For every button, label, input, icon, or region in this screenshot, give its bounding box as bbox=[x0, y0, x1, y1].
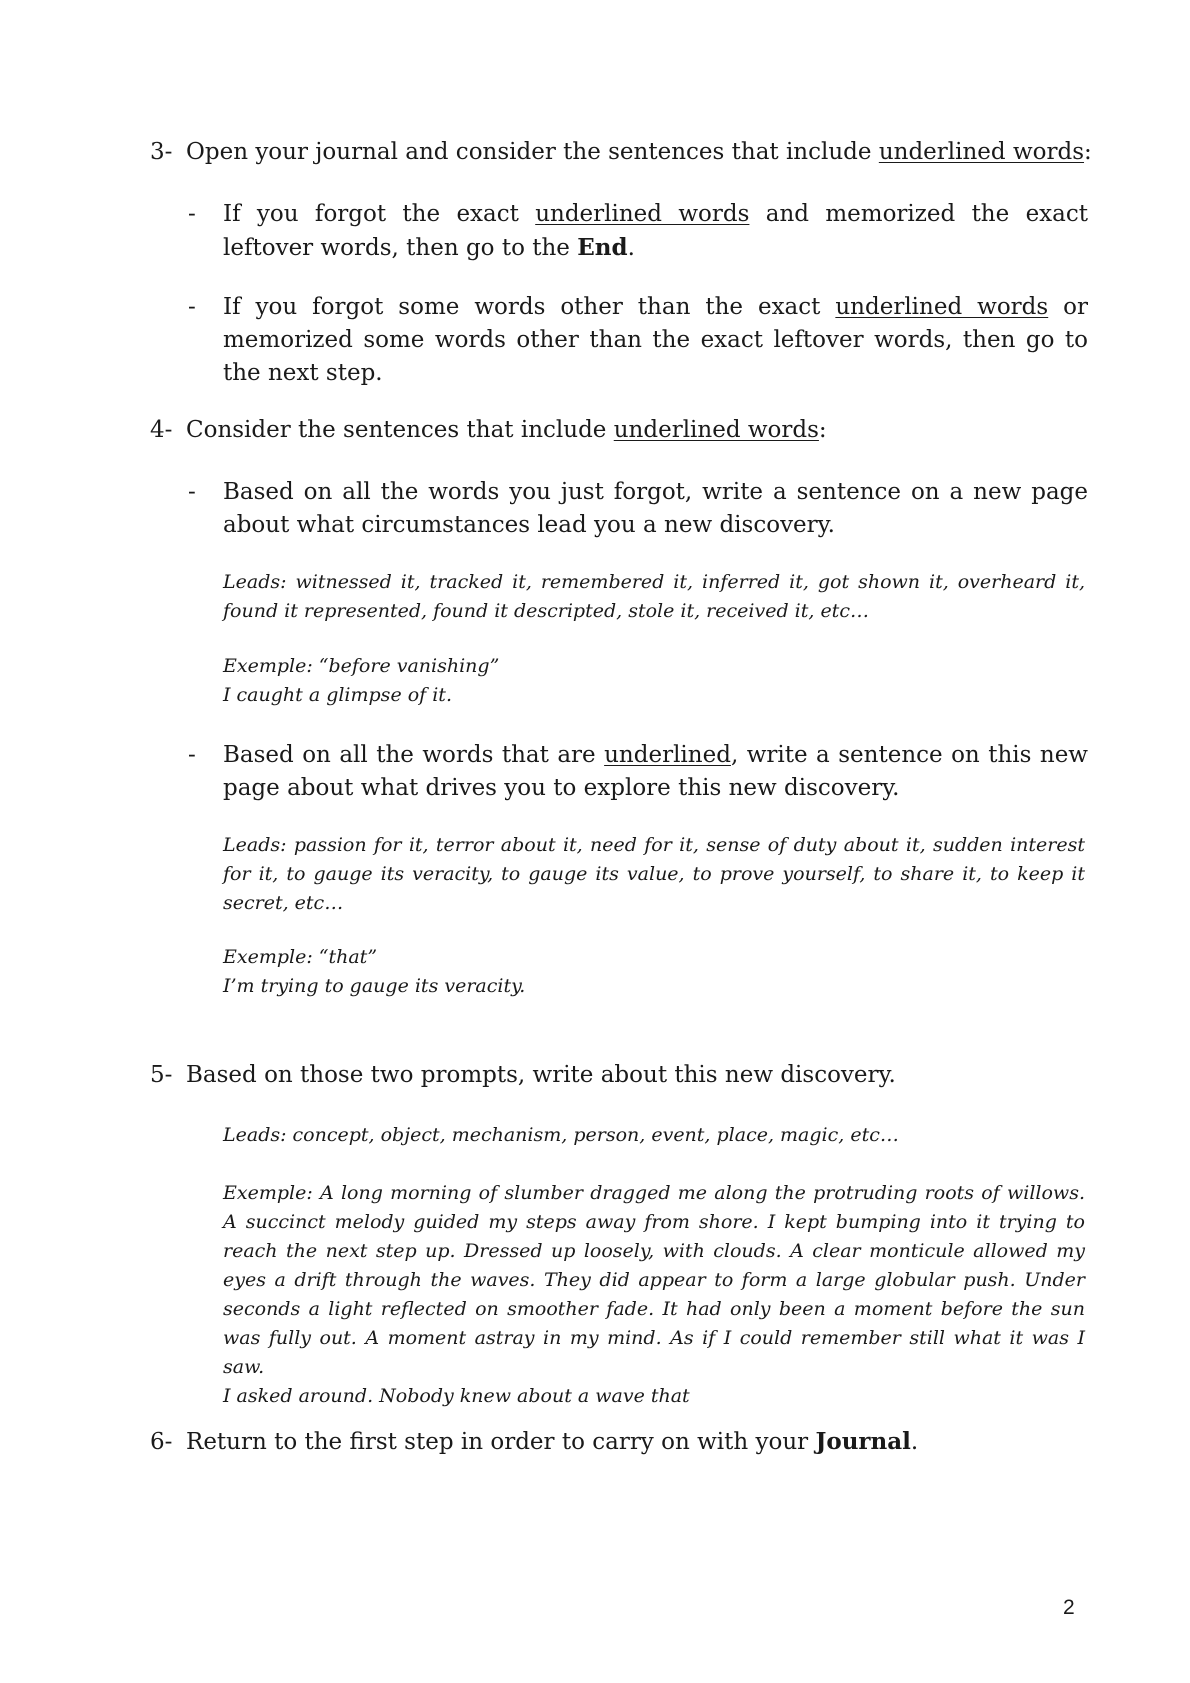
step-3-bullet-2 bbox=[188, 291, 1088, 390]
step-4-bullet-2-example: Exemple: “that” I’m trying to gauge its veracity. bbox=[223, 946, 526, 997]
underlined-phrase: underlined words bbox=[835, 294, 1049, 320]
bullet-text: If you forgot some words other than the exact underlined words or memorized some words other than the exact leftover words, then go to the next step. bbox=[223, 294, 1089, 386]
step-3-heading: 3- Open your journal and consider the sentences that include underlined words: bbox=[150, 136, 1090, 168]
step-number: 3- bbox=[150, 139, 173, 165]
bullet-text: Based on all the words that are underlined, write a sentence on this new page about what drives you to explore this new discovery. bbox=[223, 742, 1088, 801]
step-text: Open your journal and consider the sentences that include bbox=[186, 139, 879, 165]
step-4-heading: 4- Consider the sentences that include underlined words: bbox=[150, 414, 1090, 446]
step-5-heading bbox=[150, 1059, 1090, 1091]
bold-journal: Journal bbox=[815, 1428, 911, 1455]
bullet-dash: - bbox=[188, 479, 196, 505]
bullet-text: Based on all the words you just forgot, write a sentence on a new page about what circumstances lead you a new discovery. bbox=[223, 479, 1088, 538]
step-5-leads: Leads: concept, object, mechanism, person, event, place, magic, etc… bbox=[223, 1124, 899, 1146]
step-6-heading: 6- Return to the first step in order to carry on with your Journal. bbox=[150, 1426, 1090, 1458]
step-4-bullet-1 bbox=[188, 476, 1088, 542]
underlined-phrase: underlined bbox=[604, 742, 731, 768]
bullet-dash: - bbox=[188, 201, 196, 227]
step-4-bullet-1-example: Exemple: “before vanishing” I caught a glimpse of it. bbox=[223, 655, 500, 706]
bold-end: End bbox=[577, 234, 628, 261]
bullet-text: If you forgot the exact underlined words and memorized the exact leftover words, then go to the End. bbox=[223, 201, 1088, 261]
page-number: 2 bbox=[1063, 1596, 1075, 1619]
step-number: 5- bbox=[150, 1062, 173, 1088]
step-4-bullet-2-leads: Leads: passion for it, terror about it, need for it, sense of duty about it, sudden interest for it, to gauge its veracity, to gauge its value, to prove yourself, to share it, to keep it secret, etc… bbox=[223, 834, 1085, 914]
step-text: Based on those two prompts, write about this new discovery. bbox=[186, 1062, 896, 1088]
step-text: Consider the sentences that include bbox=[186, 417, 614, 443]
step-3-bullet-1 bbox=[188, 198, 1088, 265]
underlined-phrase: underlined words bbox=[613, 417, 819, 443]
step-number: 6- bbox=[150, 1429, 173, 1455]
step-4-bullet-1-leads: Leads: witnessed it, tracked it, remembered it, inferred it, got shown it, overheard it, found it represented, found it descripted, stole it, received it, etc… bbox=[223, 571, 1085, 622]
underlined-phrase: underlined words bbox=[878, 139, 1085, 165]
bullet-dash: - bbox=[188, 742, 196, 768]
step-number: 4- bbox=[150, 417, 173, 443]
step-text: Return to the first step in order to carry on with your bbox=[186, 1429, 816, 1455]
step-5-example: Exemple: A long morning of slumber dragged me along the protruding roots of willows. A succinct melody guided my steps away from shore. I kept bumping into it trying to reach the next step up. Dressed up loosely, with clouds. A clear monticule allowed my eyes a drift through the waves. They did appear to form a large globular push. Under seconds a light reflected on smoother fade. It had only been a moment before the sun was fully out. A moment astray in my mind. As if I could remember still what it was I saw. I asked around. Nobody knew about a wave that bbox=[223, 1182, 1085, 1407]
underlined-phrase: underlined words bbox=[535, 201, 750, 227]
step-4-bullet-2 bbox=[188, 739, 1088, 805]
bullet-dash: - bbox=[188, 294, 196, 320]
